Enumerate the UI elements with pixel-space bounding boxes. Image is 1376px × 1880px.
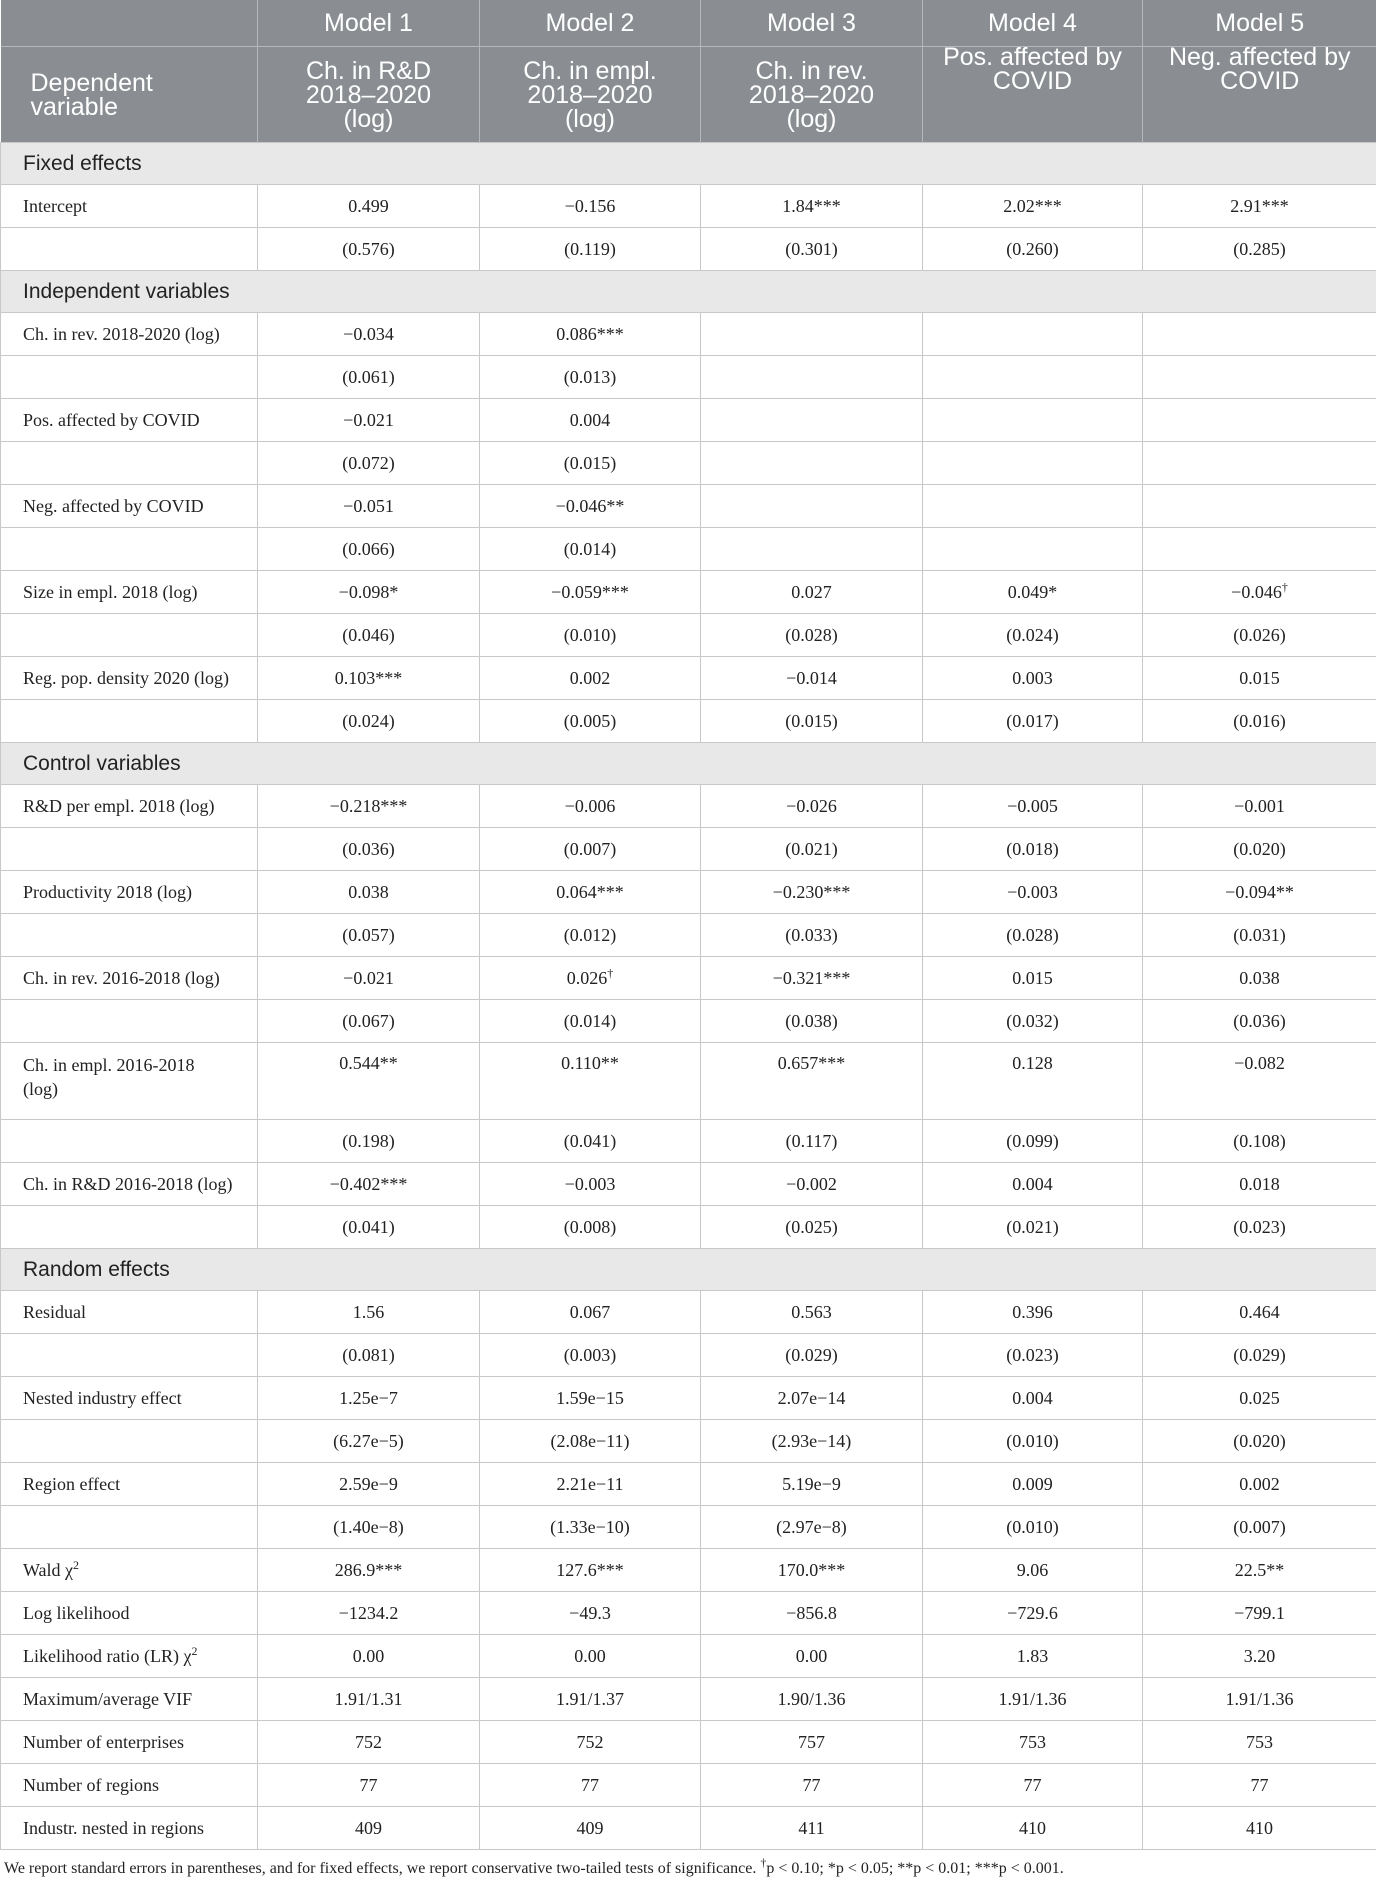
- table-row: [1, 185, 1376, 228]
- table-cell: 0.002: [1143, 1463, 1376, 1506]
- table-row: [1, 485, 1376, 528]
- row-label: Neg. affected by COVID: [1, 485, 258, 528]
- table-cell: 0.049*: [923, 571, 1143, 614]
- table-cell: (0.010): [923, 1506, 1143, 1549]
- section-header-row: [1, 271, 1376, 313]
- table-cell: 77: [258, 1764, 480, 1807]
- table-cell: 0.004: [923, 1377, 1143, 1420]
- table-cell: (0.023): [1143, 1206, 1376, 1249]
- table-cell: (0.028): [923, 914, 1143, 957]
- standard-error-row: [1, 528, 1376, 571]
- table-row: [1, 1592, 1376, 1635]
- table-cell: 752: [258, 1721, 480, 1764]
- table-row: [1, 1549, 1376, 1592]
- table-cell: 753: [1143, 1721, 1376, 1764]
- standard-error-row: [1, 228, 1376, 271]
- dependent-variable-heading: Ch. in R&D 2018–2020 (log): [258, 47, 480, 143]
- table-cell: (0.013): [480, 356, 701, 399]
- table-cell: [923, 528, 1143, 571]
- row-label: Likelihood ratio (LR) $\chi^2$: [1, 1635, 258, 1678]
- table-cell: (0.032): [923, 1000, 1143, 1043]
- table-row: [1, 657, 1376, 700]
- table-cell: 1.91/1.37: [480, 1678, 701, 1721]
- table-cell: [923, 356, 1143, 399]
- standard-error-row: [1, 1334, 1376, 1377]
- table-cell: (0.014): [480, 528, 701, 571]
- table-cell: 0.018: [1143, 1163, 1376, 1206]
- table-cell: [923, 485, 1143, 528]
- table-cell: 1.84***: [701, 185, 923, 228]
- table-cell: (0.008): [480, 1206, 701, 1249]
- table-cell: −0.046**: [480, 485, 701, 528]
- row-label: [1, 356, 258, 399]
- table-cell: 0.00: [701, 1635, 923, 1678]
- row-label: Size in empl. 2018 (log): [1, 571, 258, 614]
- table-cell: −0.059***: [480, 571, 701, 614]
- table-cell: 2.07e−14: [701, 1377, 923, 1420]
- section-title: Fixed effects: [1, 143, 1376, 185]
- table-header: [1, 0, 1376, 143]
- table-cell: −0.021: [258, 957, 480, 1000]
- table-cell: [923, 442, 1143, 485]
- table-cell: 0.027: [701, 571, 923, 614]
- table-cell: [923, 313, 1143, 356]
- table-cell: 0.067: [480, 1291, 701, 1334]
- table-cell: 0.086***: [480, 313, 701, 356]
- table-cell: 2.21e−11: [480, 1463, 701, 1506]
- table-cell: 410: [1143, 1807, 1376, 1850]
- table-cell: (0.081): [258, 1334, 480, 1377]
- table-row: [1, 871, 1376, 914]
- table-row: [1, 1163, 1376, 1206]
- table-row: [1, 1764, 1376, 1807]
- table-cell: 0.004: [923, 1163, 1143, 1206]
- table-row: [1, 1291, 1376, 1334]
- table-cell: 1.83: [923, 1635, 1143, 1678]
- table-cell: (0.072): [258, 442, 480, 485]
- table-cell: −0.002: [701, 1163, 923, 1206]
- table-cell: (0.007): [480, 828, 701, 871]
- table-cell: (0.023): [923, 1334, 1143, 1377]
- table-cell: [701, 356, 923, 399]
- table-row: [1, 1043, 1376, 1120]
- row-label: [1, 1334, 258, 1377]
- table-cell: 0.103***: [258, 657, 480, 700]
- table-cell: 0.009: [923, 1463, 1143, 1506]
- table-cell: 1.25e−7: [258, 1377, 480, 1420]
- table-cell: [923, 399, 1143, 442]
- table-cell: −0.026: [701, 785, 923, 828]
- standard-error-row: [1, 1206, 1376, 1249]
- table-cell: (0.025): [701, 1206, 923, 1249]
- table-cell: 2.02***: [923, 185, 1143, 228]
- row-label: Pos. affected by COVID: [1, 399, 258, 442]
- row-label: [1, 1120, 258, 1163]
- table-cell: (0.012): [480, 914, 701, 957]
- table-cell: −0.051: [258, 485, 480, 528]
- table-cell: (0.021): [923, 1206, 1143, 1249]
- table-cell: −0.006: [480, 785, 701, 828]
- table-cell: (0.067): [258, 1000, 480, 1043]
- table-cell: (1.40e−8): [258, 1506, 480, 1549]
- row-label: [1, 828, 258, 871]
- row-label: Reg. pop. density 2020 (log): [1, 657, 258, 700]
- row-label: Region effect: [1, 1463, 258, 1506]
- table-cell: −0.094**: [1143, 871, 1376, 914]
- table-cell: (0.029): [701, 1334, 923, 1377]
- row-label: Maximum/average VIF: [1, 1678, 258, 1721]
- table-row: [1, 785, 1376, 828]
- table-cell: (0.024): [258, 700, 480, 743]
- table-cell: −0.003: [480, 1163, 701, 1206]
- table-cell: −0.082: [1143, 1043, 1376, 1120]
- table-row: [1, 1463, 1376, 1506]
- table-cell: 0.00: [480, 1635, 701, 1678]
- table-cell: (0.021): [701, 828, 923, 871]
- table-cell: 127.6***: [480, 1549, 701, 1592]
- dependent-variable-label: Dependent variable: [1, 47, 258, 143]
- table-row: [1, 957, 1376, 1000]
- row-label: [1, 228, 258, 271]
- table-cell: (0.066): [258, 528, 480, 571]
- model-header-row: [1, 0, 1376, 47]
- table-cell: [1143, 356, 1376, 399]
- table-cell: −799.1: [1143, 1592, 1376, 1635]
- table-cell: (6.27e−5): [258, 1420, 480, 1463]
- table-cell: 1.91/1.36: [923, 1678, 1143, 1721]
- table-cell: (2.08e−11): [480, 1420, 701, 1463]
- standard-error-row: [1, 700, 1376, 743]
- table-cell: (0.016): [1143, 700, 1376, 743]
- row-label: Intercept: [1, 185, 258, 228]
- row-label: Industr. nested in regions: [1, 1807, 258, 1850]
- table-cell: (0.018): [923, 828, 1143, 871]
- table-cell: (2.97e−8): [701, 1506, 923, 1549]
- table-cell: 5.19e−9: [701, 1463, 923, 1506]
- dependent-variable-heading: Pos. affected by COVID: [923, 47, 1143, 143]
- row-label: [1, 1000, 258, 1043]
- model-heading: Model 3: [701, 0, 923, 47]
- table-cell: −729.6: [923, 1592, 1143, 1635]
- table-cell: 0.038: [258, 871, 480, 914]
- table-cell: (0.005): [480, 700, 701, 743]
- table-cell: (0.020): [1143, 828, 1376, 871]
- table-cell: (0.029): [1143, 1334, 1376, 1377]
- table-cell: 410: [923, 1807, 1143, 1850]
- standard-error-row: [1, 1120, 1376, 1163]
- table-cell: −0.402***: [258, 1163, 480, 1206]
- standard-error-row: [1, 356, 1376, 399]
- table-cell: 2.91***: [1143, 185, 1376, 228]
- table-row: [1, 1635, 1376, 1678]
- table-cell: 1.59e−15: [480, 1377, 701, 1420]
- table-cell: (0.301): [701, 228, 923, 271]
- section-title: Control variables: [1, 743, 1376, 785]
- model-heading: Model 2: [480, 0, 701, 47]
- standard-error-row: [1, 442, 1376, 485]
- table-cell: −856.8: [701, 1592, 923, 1635]
- row-label: Productivity 2018 (log): [1, 871, 258, 914]
- section-title: Random effects: [1, 1249, 1376, 1291]
- table-cell: [1143, 528, 1376, 571]
- table-cell: [701, 399, 923, 442]
- table-cell: (0.024): [923, 614, 1143, 657]
- table-cell: 409: [258, 1807, 480, 1850]
- table-cell: −0.218***: [258, 785, 480, 828]
- table-cell: 2.59e−9: [258, 1463, 480, 1506]
- table-cell: 286.9***: [258, 1549, 480, 1592]
- table-cell: (0.198): [258, 1120, 480, 1163]
- row-label: Ch. in empl. 2016-2018 (log): [1, 1043, 258, 1120]
- table-cell: (0.061): [258, 356, 480, 399]
- table-cell: 0.464: [1143, 1291, 1376, 1334]
- table-cell: 1.91/1.31: [258, 1678, 480, 1721]
- model-heading: Model 4: [923, 0, 1143, 47]
- dependent-variable-heading: Ch. in empl. 2018–2020 (log): [480, 47, 701, 143]
- dependent-variable-heading: Neg. affected by COVID: [1143, 47, 1376, 143]
- table-cell: −0.001: [1143, 785, 1376, 828]
- table-cell: 0.015: [1143, 657, 1376, 700]
- standard-error-row: [1, 1420, 1376, 1463]
- table-cell: 0.396: [923, 1291, 1143, 1334]
- row-label: [1, 1206, 258, 1249]
- table-cell: (0.260): [923, 228, 1143, 271]
- table-cell: −0.046†: [1143, 571, 1376, 614]
- table-cell: [701, 442, 923, 485]
- standard-error-row: [1, 828, 1376, 871]
- table-cell: 3.20: [1143, 1635, 1376, 1678]
- table-cell: 77: [701, 1764, 923, 1807]
- standard-error-row: [1, 914, 1376, 957]
- table-row: [1, 313, 1376, 356]
- standard-error-row: [1, 614, 1376, 657]
- table-cell: (0.099): [923, 1120, 1143, 1163]
- table-cell: 0.064***: [480, 871, 701, 914]
- row-label: Ch. in rev. 2018-2020 (log): [1, 313, 258, 356]
- table-cell: [1143, 442, 1376, 485]
- table-cell: 411: [701, 1807, 923, 1850]
- table-cell: 757: [701, 1721, 923, 1764]
- row-label: Ch. in rev. 2016-2018 (log): [1, 957, 258, 1000]
- row-label: Ch. in R&D 2016-2018 (log): [1, 1163, 258, 1206]
- section-header-row: [1, 1249, 1376, 1291]
- table-cell: −0.098*: [258, 571, 480, 614]
- table-cell: (0.010): [923, 1420, 1143, 1463]
- table-cell: (0.017): [923, 700, 1143, 743]
- dependent-variable-row: [1, 47, 1376, 143]
- table-cell: 1.90/1.36: [701, 1678, 923, 1721]
- table-cell: 0.003: [923, 657, 1143, 700]
- table-cell: (0.007): [1143, 1506, 1376, 1549]
- table-cell: −0.156: [480, 185, 701, 228]
- table-cell: −0.034: [258, 313, 480, 356]
- table-cell: 0.544**: [258, 1043, 480, 1120]
- table-cell: 0.657***: [701, 1043, 923, 1120]
- row-label: Number of regions: [1, 1764, 258, 1807]
- row-label: [1, 914, 258, 957]
- table-cell: 409: [480, 1807, 701, 1850]
- table-cell: 0.110**: [480, 1043, 701, 1120]
- header-corner: [1, 0, 258, 47]
- row-label: [1, 442, 258, 485]
- table-cell: (0.033): [701, 914, 923, 957]
- table-cell: 0.128: [923, 1043, 1143, 1120]
- table-cell: 0.499: [258, 185, 480, 228]
- row-label: Wald $\chi^2$: [1, 1549, 258, 1592]
- table-cell: −0.014: [701, 657, 923, 700]
- row-label: [1, 528, 258, 571]
- table-cell: 77: [1143, 1764, 1376, 1807]
- table-cell: (0.010): [480, 614, 701, 657]
- table-cell: (0.046): [258, 614, 480, 657]
- model-heading: Model 1: [258, 0, 480, 47]
- table-cell: (0.041): [480, 1120, 701, 1163]
- table-cell: 752: [480, 1721, 701, 1764]
- table-cell: 0.002: [480, 657, 701, 700]
- table-cell: (0.041): [258, 1206, 480, 1249]
- table-cell: 77: [923, 1764, 1143, 1807]
- table-row: [1, 571, 1376, 614]
- row-label: Nested industry effect: [1, 1377, 258, 1420]
- table-cell: (0.014): [480, 1000, 701, 1043]
- table-cell: (0.036): [258, 828, 480, 871]
- table-cell: (0.036): [1143, 1000, 1376, 1043]
- table-cell: (0.285): [1143, 228, 1376, 271]
- table-cell: (0.038): [701, 1000, 923, 1043]
- row-label: [1, 1420, 258, 1463]
- table-cell: 0.00: [258, 1635, 480, 1678]
- table-cell: [701, 313, 923, 356]
- table-cell: [701, 485, 923, 528]
- table-cell: 22.5**: [1143, 1549, 1376, 1592]
- row-label: [1, 1506, 258, 1549]
- table-cell: (0.020): [1143, 1420, 1376, 1463]
- table-cell: −1234.2: [258, 1592, 480, 1635]
- table-cell: (0.015): [480, 442, 701, 485]
- table-cell: (0.117): [701, 1120, 923, 1163]
- table-footnote: We report standard errors in parentheses, and for fixed effects, we report conservative two-tailed tests of significance. †p < 0.10; *p < 0.05; **p < 0.01; ***p < 0.001.: [4, 1855, 1064, 1877]
- table-cell: (2.93e−14): [701, 1420, 923, 1463]
- table-row: [1, 1721, 1376, 1764]
- table-cell: 1.56: [258, 1291, 480, 1334]
- table-cell: (0.119): [480, 228, 701, 271]
- table-cell: 0.026†: [480, 957, 701, 1000]
- standard-error-row: [1, 1000, 1376, 1043]
- table-cell: −0.005: [923, 785, 1143, 828]
- table-cell: −0.003: [923, 871, 1143, 914]
- section-header-row: [1, 743, 1376, 785]
- table-cell: −0.021: [258, 399, 480, 442]
- section-title: Independent variables: [1, 271, 1376, 313]
- row-label: Residual: [1, 1291, 258, 1334]
- table-cell: (0.031): [1143, 914, 1376, 957]
- row-label: Log likelihood: [1, 1592, 258, 1635]
- table-cell: [701, 528, 923, 571]
- table-cell: (1.33e−10): [480, 1506, 701, 1549]
- table-cell: 753: [923, 1721, 1143, 1764]
- table-cell: (0.108): [1143, 1120, 1376, 1163]
- table-cell: [1143, 313, 1376, 356]
- table-cell: −0.230***: [701, 871, 923, 914]
- model-heading: Model 5: [1143, 0, 1376, 47]
- table-cell: 0.004: [480, 399, 701, 442]
- table-cell: 0.563: [701, 1291, 923, 1334]
- row-label: [1, 700, 258, 743]
- table-row: [1, 1678, 1376, 1721]
- row-label: [1, 614, 258, 657]
- table-cell: 77: [480, 1764, 701, 1807]
- table-row: [1, 399, 1376, 442]
- standard-error-row: [1, 1506, 1376, 1549]
- table-cell: −49.3: [480, 1592, 701, 1635]
- table-cell: (0.576): [258, 228, 480, 271]
- table-cell: (0.026): [1143, 614, 1376, 657]
- table-cell: (0.028): [701, 614, 923, 657]
- table-cell: [1143, 485, 1376, 528]
- table-cell: −0.321***: [701, 957, 923, 1000]
- table-body: [1, 143, 1376, 1850]
- table-row: [1, 1377, 1376, 1420]
- table-cell: 9.06: [923, 1549, 1143, 1592]
- table-cell: (0.003): [480, 1334, 701, 1377]
- table-cell: 0.015: [923, 957, 1143, 1000]
- row-label: Number of enterprises: [1, 1721, 258, 1764]
- table-cell: 1.91/1.36: [1143, 1678, 1376, 1721]
- table-cell: (0.015): [701, 700, 923, 743]
- table-row: [1, 1807, 1376, 1850]
- dependent-variable-heading: Ch. in rev. 2018–2020 (log): [701, 47, 923, 143]
- row-label: R&D per empl. 2018 (log): [1, 785, 258, 828]
- table-cell: [1143, 399, 1376, 442]
- section-header-row: [1, 143, 1376, 185]
- table-cell: 0.038: [1143, 957, 1376, 1000]
- table-cell: (0.057): [258, 914, 480, 957]
- table-cell: 170.0***: [701, 1549, 923, 1592]
- table-cell: 0.025: [1143, 1377, 1376, 1420]
